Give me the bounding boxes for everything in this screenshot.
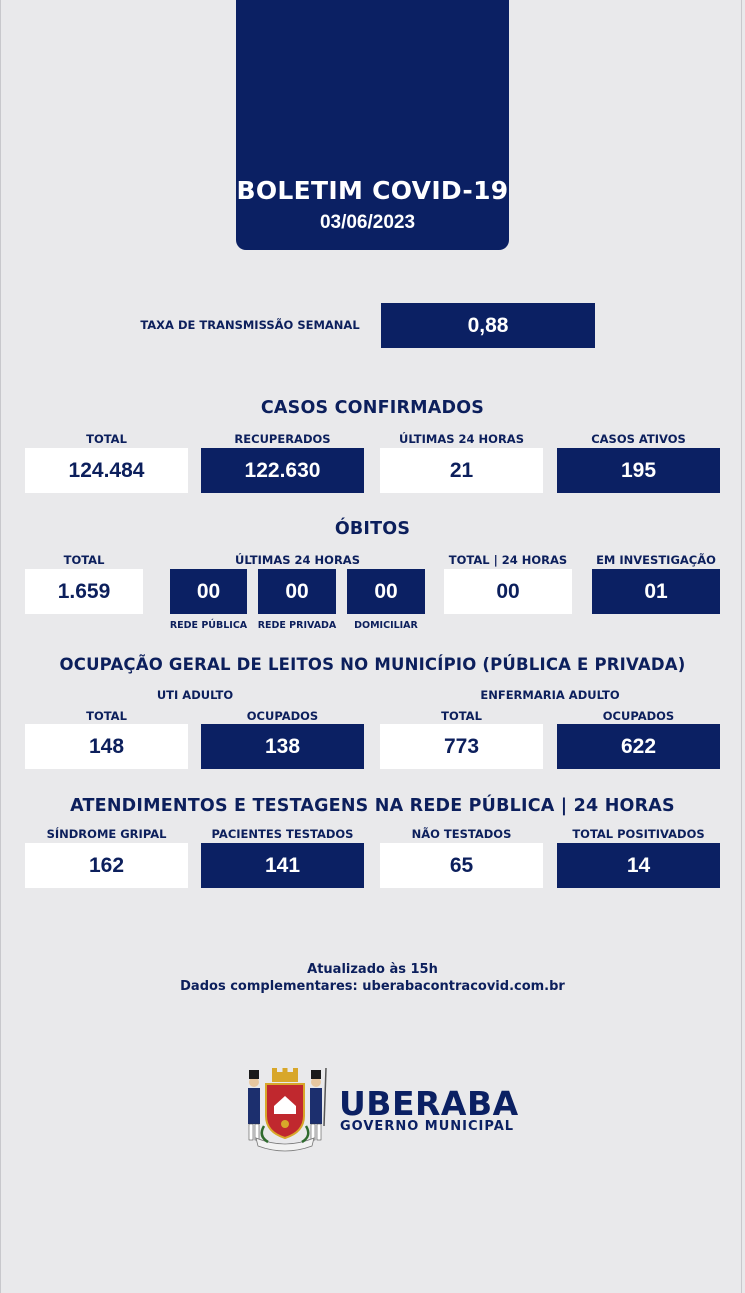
logo-name: UBERABA (339, 1084, 519, 1123)
cases-24h-value: 21 (380, 448, 543, 493)
icu-label: UTI ADULTO (156, 688, 234, 702)
deaths-private-label: REDE PRIVADA (257, 620, 337, 631)
deaths-24h-label: ÚLTIMAS 24 HORAS (235, 553, 360, 567)
deaths-investigation-value: 01 (592, 569, 720, 614)
ward-total-value: 773 (380, 724, 543, 769)
deaths-total-label: TOTAL (63, 553, 105, 567)
deaths-private-value: 00 (258, 569, 336, 614)
icu-occupied-value: 138 (201, 724, 364, 769)
cases-recovered-label: RECUPERADOS (234, 432, 331, 446)
cases-total-value: 124.484 (25, 448, 188, 493)
ward-occupied-value: 622 (557, 724, 720, 769)
not-tested-value: 65 (380, 843, 543, 888)
deaths-home-label: DOMICILIAR (354, 620, 418, 631)
cases-active-label: CASOS ATIVOS (591, 432, 686, 446)
deaths-total24-label: TOTAL | 24 HORAS (448, 553, 568, 567)
deaths-home-value: 00 (347, 569, 425, 614)
flu-syndrome-label: SÍNDROME GRIPAL (46, 827, 167, 841)
cases-total-label: TOTAL (86, 432, 127, 446)
deaths-public-label: REDE PÚBLICA (169, 620, 248, 631)
transmission-rate-value: 0,88 (381, 303, 595, 348)
icu-total-label: TOTAL (86, 709, 127, 723)
tested-value: 141 (201, 843, 364, 888)
deaths-total-value: 1.659 (25, 569, 143, 614)
right-border (741, 0, 742, 1293)
complementary-data: Dados complementares: uberabacontracovid.com.br (180, 979, 565, 994)
transmission-rate-label: TAXA DE TRANSMISSÃO SEMANAL (140, 318, 360, 332)
page-title: BOLETIM COVID-19 (236, 176, 509, 205)
deaths-title: ÓBITOS (334, 519, 411, 539)
cases-recovered-value: 122.630 (201, 448, 364, 493)
icu-occupied-label: OCUPADOS (246, 709, 319, 723)
cases-active-value: 195 (557, 448, 720, 493)
flu-syndrome-value: 162 (25, 843, 188, 888)
ward-occupied-label: OCUPADOS (602, 709, 675, 723)
ward-total-label: TOTAL (441, 709, 482, 723)
bulletin-date: 03/06/2023 (319, 212, 416, 233)
not-tested-label: NÃO TESTADOS (411, 827, 512, 841)
care-testing-title: ATENDIMENTOS E TESTAGENS NA REDE PÚBLICA | 24 HORAS (70, 796, 675, 816)
confirmed-cases-title: CASOS CONFIRMADOS (260, 398, 485, 418)
cases-24h-label: ÚLTIMAS 24 HORAS (399, 432, 524, 446)
left-border (0, 0, 1, 1293)
updated-time: Atualizado às 15h (307, 962, 438, 977)
beds-title: OCUPAÇÃO GERAL DE LEITOS NO MUNICÍPIO (PÚBLICA E PRIVADA) (59, 655, 686, 674)
positive-label: TOTAL POSITIVADOS (572, 827, 705, 841)
city-coat-of-arms-icon (238, 1066, 332, 1152)
deaths-public-value: 00 (170, 569, 247, 614)
tested-label: PACIENTES TESTADOS (211, 827, 354, 841)
icu-total-value: 148 (25, 724, 188, 769)
logo-subtitle: GOVERNO MUNICIPAL (340, 1119, 515, 1134)
ward-label: ENFERMARIA ADULTO (480, 688, 620, 702)
deaths-investigation-label: EM INVESTIGAÇÃO (596, 553, 716, 567)
positive-value: 14 (557, 843, 720, 888)
deaths-total24-value: 00 (444, 569, 572, 614)
